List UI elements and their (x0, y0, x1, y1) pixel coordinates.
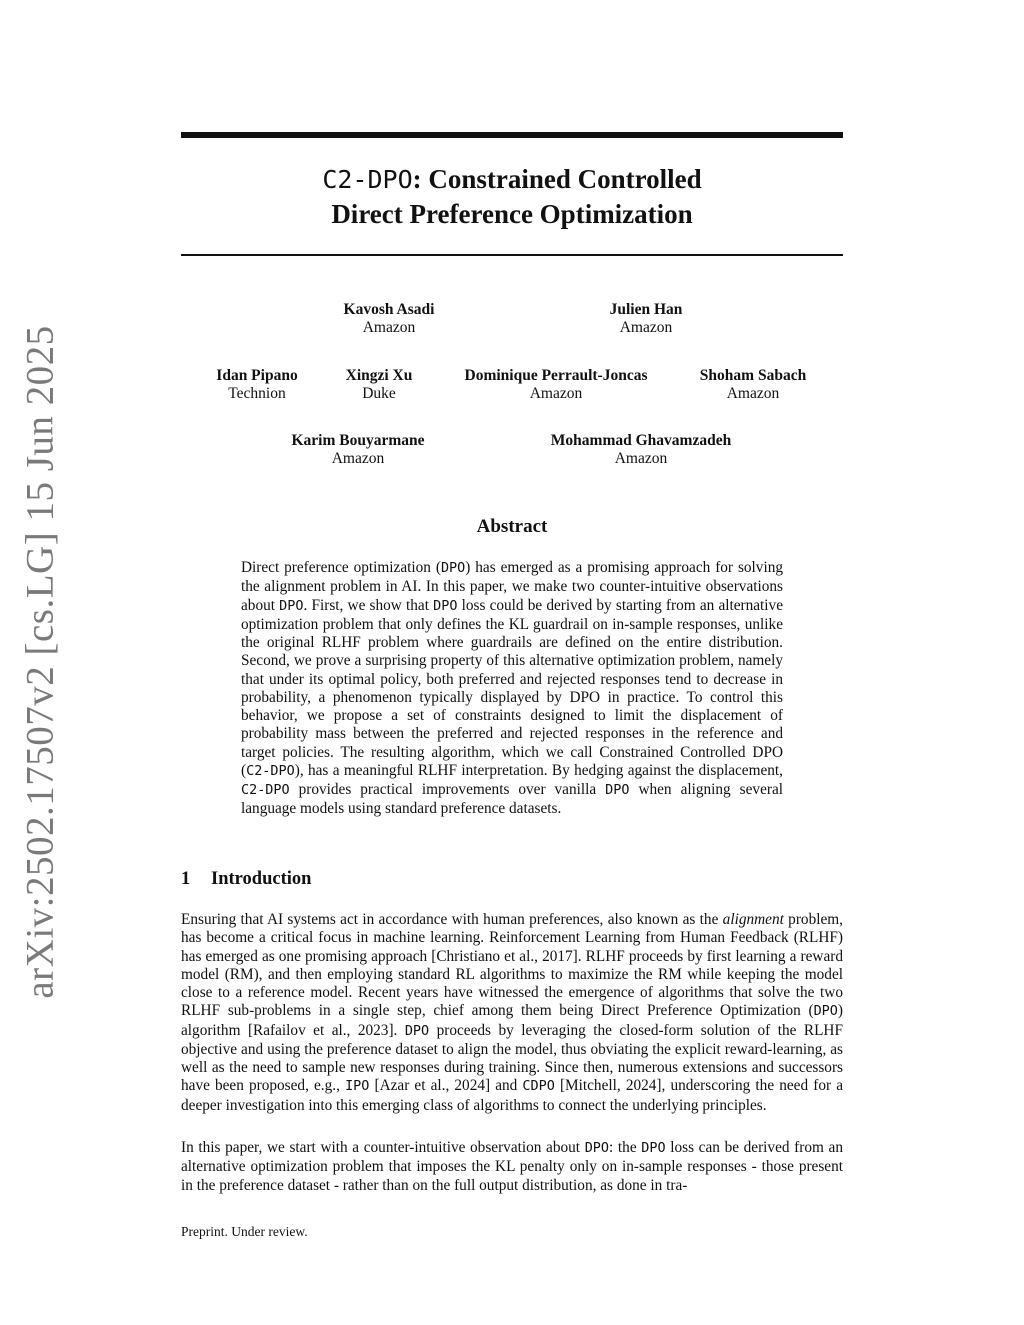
emphasized-term: alignment (722, 911, 784, 928)
abstract-text-part: ), has a meaningful RLHF interpretation. By hedging against the displacement, (294, 761, 783, 779)
intro-paragraph-1 (181, 911, 843, 1115)
abstract-text-part: . First, we show that (303, 596, 434, 614)
author-name: Kavosh Asadi (343, 301, 435, 318)
paragraph-text-part: Ensuring that AI systems act in accordance with human preferences, also known as the (181, 911, 723, 928)
author-affiliation: Amazon (362, 319, 416, 336)
algorithm-name: C2-DPO (246, 763, 295, 779)
abstract-text-part: when aligning several language models using standard preference datasets. (241, 781, 783, 818)
paragraph-text-part: [Mitchell, 2024], underscoring the need for a deeper investigation into this emerging class of algorithms to connect the underlying principles. (181, 1077, 843, 1114)
section-number: 1 (181, 869, 191, 889)
abstract-text (241, 559, 783, 819)
author-block (344, 301, 435, 337)
author-name: Shoham Sabach (699, 367, 807, 384)
author-block (551, 432, 731, 468)
paragraph-text-part: problem, has become a critical focus in machine learning. Reinforcement Learning from Human Feedback (RLHF) has emerged as one promising approach [Christiano et al., 2017]. RLHF proceeds by first learning a reward model (RM), and then employing standard RL algorithms to maximize the RM while keeping the model close to a reference model. Recent years have witnessed the emergence of algorithms that solve the two RLHF sub-problems in a single step, chief among them being Direct Preference Optimization ( (181, 911, 843, 1020)
author-block (610, 301, 683, 337)
abstract-text-part: Direct preference optimization ( (241, 559, 441, 576)
title-acronym: C2-DPO (322, 165, 413, 194)
author-block (700, 367, 806, 403)
author-affiliation: Amazon (614, 450, 668, 467)
title-top-rule (181, 132, 843, 138)
author-name: Karim Bouyarmane (291, 432, 425, 449)
algorithm-name: DPO (279, 598, 304, 614)
algorithm-name: C2-DPO (241, 783, 290, 798)
algorithm-name: DPO (813, 1004, 838, 1020)
algorithm-name: DPO (440, 561, 466, 576)
author-name: Idan Pipano (216, 367, 298, 384)
algorithm-name: CDPO (522, 1079, 555, 1095)
title-line-2: Direct Preference Optimization (331, 199, 693, 229)
author-name: Xingzi Xu (345, 367, 413, 384)
title-bottom-rule (181, 254, 843, 256)
page-footer: Preprint. Under review. (181, 1224, 308, 1239)
author-block (465, 367, 648, 403)
paragraph-text-part: loss can be derived from an alternative optimization problem that imposes the KL penalty only on in-sample responses - those present in the preference dataset - rather than on the full output distribution, as done in tra- (181, 1139, 843, 1194)
algorithm-name: DPO (404, 1023, 430, 1039)
author-affiliation: Amazon (619, 319, 673, 336)
abstract-text-part: ) has emerged as a promising approach for solving the alignment problem in AI. In this paper, we make two counter-intuitive observations about (241, 559, 783, 614)
author-affiliation: Amazon (529, 385, 583, 402)
author-affiliation: Amazon (726, 385, 780, 402)
paragraph-text-part: ) algorithm [Rafailov et al., 2023]. (181, 1002, 843, 1039)
abstract-text-part: loss could be derived by starting from an alternative optimization problem that only defines the KL guardrail on in-sample responses, unlike the original RLHF problem where guardrails are defined on the entire distribution. Second, we prove a surprising property of this alternative optimization problem, namely that under its optimal policy, both preferred and rejected responses tend to decrease in probability, a phenomenon typically displayed by DPO in practice. To control this behavior, we propose a set of constraints designed to limit the displacement of probability mass between the preferred and rejected responses in the reference and target policies. The resulting algorithm, which we call Constrained Controlled DPO ( (241, 596, 783, 779)
algorithm-name: DPO (641, 1141, 666, 1156)
author-affiliation: Amazon (331, 450, 385, 467)
paragraph-text-part: proceeds by leveraging the closed-form solution of the RLHF objective and using the preference dataset to align the model, thus obviating the explicit reward-learning, as well as the need to sample new responses during training. Since then, numerous extensions and successors have been proposed, e.g., (181, 1021, 843, 1095)
algorithm-name: DPO (584, 1141, 610, 1156)
paper-title (181, 162, 843, 231)
section-title: Introduction (211, 869, 312, 889)
algorithm-name: DPO (433, 598, 458, 614)
abstract-text-part: provides practical improvements over vanilla (289, 781, 606, 798)
title-line-1: : Constrained Controlled (412, 164, 702, 194)
author-name: Mohammad Ghavamzadeh (550, 432, 732, 449)
author-name: Dominique Perrault-Joncas (464, 367, 648, 384)
author-name: Julien Han (609, 301, 683, 318)
abstract-heading: Abstract (476, 516, 548, 537)
paragraph-text-part: : the (609, 1139, 642, 1156)
algorithm-name: IPO (345, 1079, 370, 1095)
author-block (291, 432, 424, 468)
author-affiliation: Duke (362, 385, 396, 402)
algorithm-name: DPO (605, 783, 630, 798)
paragraph-text-part: [Azar et al., 2024] and (369, 1077, 523, 1095)
author-block (216, 367, 297, 403)
section-heading (181, 869, 311, 890)
author-block (346, 367, 413, 403)
author-affiliation: Technion (228, 385, 286, 402)
paragraph-text-part: In this paper, we start with a counter-intuitive observation about (181, 1139, 585, 1156)
intro-paragraph-2 (181, 1139, 843, 1195)
arxiv-identifier: arXiv:2502.17507v2 [cs.LG] 15 Jun 2025 (18, 325, 62, 999)
